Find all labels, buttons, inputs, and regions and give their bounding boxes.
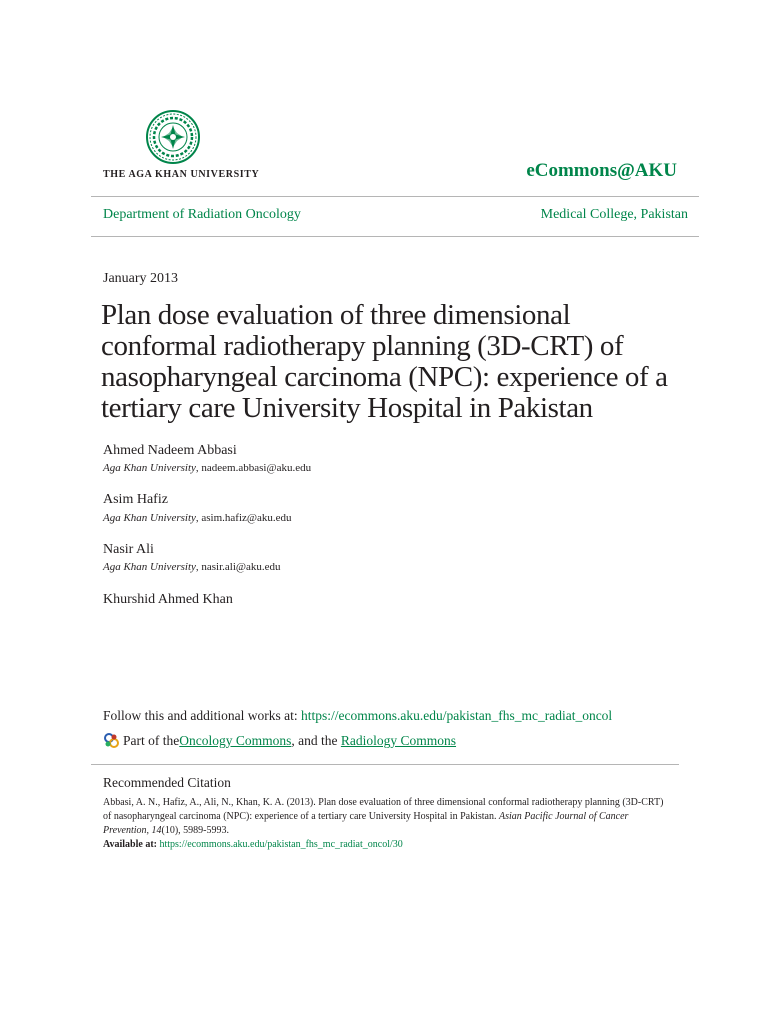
header-divider xyxy=(91,196,699,197)
citation-divider xyxy=(91,764,679,765)
collection-url-link[interactable]: https://ecommons.aku.edu/pakistan_fhs_mc_radiat_oncol xyxy=(301,708,613,723)
follow-text: Follow this and additional works at: xyxy=(103,708,301,723)
title-line: nasopharyngeal carcinoma (NPC): experience of a xyxy=(101,361,668,393)
university-name: THE AGA KHAN UNIVERSITY xyxy=(103,169,260,180)
title-line: Plan dose evaluation of three dimensional xyxy=(101,299,571,331)
follow-line xyxy=(103,708,612,724)
part-of-line xyxy=(103,732,456,749)
author-affiliation xyxy=(103,561,281,573)
radiology-commons-link[interactable]: Radiology Commons xyxy=(340,732,457,748)
repository-name[interactable]: eCommons@AKU xyxy=(526,160,677,181)
department-link[interactable]: Department of Radiation Oncology xyxy=(103,207,301,222)
author-name: Ahmed Nadeem Abbasi xyxy=(103,443,237,458)
affiliation-email[interactable]: , nasir.ali@aku.edu xyxy=(195,561,281,573)
author-name: Asim Hafiz xyxy=(103,492,168,507)
citation-body xyxy=(103,796,668,852)
author-affiliation xyxy=(103,512,292,524)
title-line: tertiary care University Hospital in Pakistan xyxy=(101,392,593,424)
commons-network-icon xyxy=(103,732,120,749)
citation-issue-pages: (10), 5989-5993. xyxy=(161,825,230,836)
college-link[interactable]: Medical College, Pakistan xyxy=(540,207,688,222)
available-at-label: Available at: xyxy=(103,839,160,850)
subheader-divider xyxy=(91,236,699,237)
author-name: Nasir Ali xyxy=(103,542,154,557)
citation-text: Abbasi, A. N., Hafiz, A., Ali, N., Khan, K. A. (2013). Plan dose evaluation of three dimensional conformal radiotherapy planning (3D-CRT) of nasopharyngeal carcinoma (NPC): experience of a tertiary care University Hospital in Pakistan. xyxy=(103,797,664,822)
paper-title xyxy=(101,300,691,424)
part-of-prefix: Part of the xyxy=(123,732,180,748)
affiliation-email[interactable]: , asim.hafiz@aku.edu xyxy=(195,512,292,524)
affiliation-institution: Aga Khan University xyxy=(103,561,196,573)
oncology-commons-link[interactable]: Oncology Commons xyxy=(179,732,292,748)
citation-url-link[interactable]: https://ecommons.aku.edu/pakistan_fhs_mc_radiat_oncol/30 xyxy=(159,839,403,850)
affiliation-institution: Aga Khan University xyxy=(103,512,196,524)
university-logo-emblem xyxy=(146,110,200,164)
and-the-text: , and the xyxy=(291,732,341,748)
citation-heading: Recommended Citation xyxy=(103,775,231,790)
title-line: conformal radiotherapy planning (3D-CRT) of xyxy=(101,330,624,362)
publication-date: January 2013 xyxy=(103,271,179,286)
affiliation-institution: Aga Khan University xyxy=(103,462,196,474)
citation-journal: Asian Pacific Journal of Cancer Prevention, 14 xyxy=(103,811,629,836)
author-affiliation xyxy=(103,462,311,474)
affiliation-email[interactable]: , nadeem.abbasi@aku.edu xyxy=(195,462,312,474)
author-name: Khurshid Ahmed Khan xyxy=(103,592,233,607)
